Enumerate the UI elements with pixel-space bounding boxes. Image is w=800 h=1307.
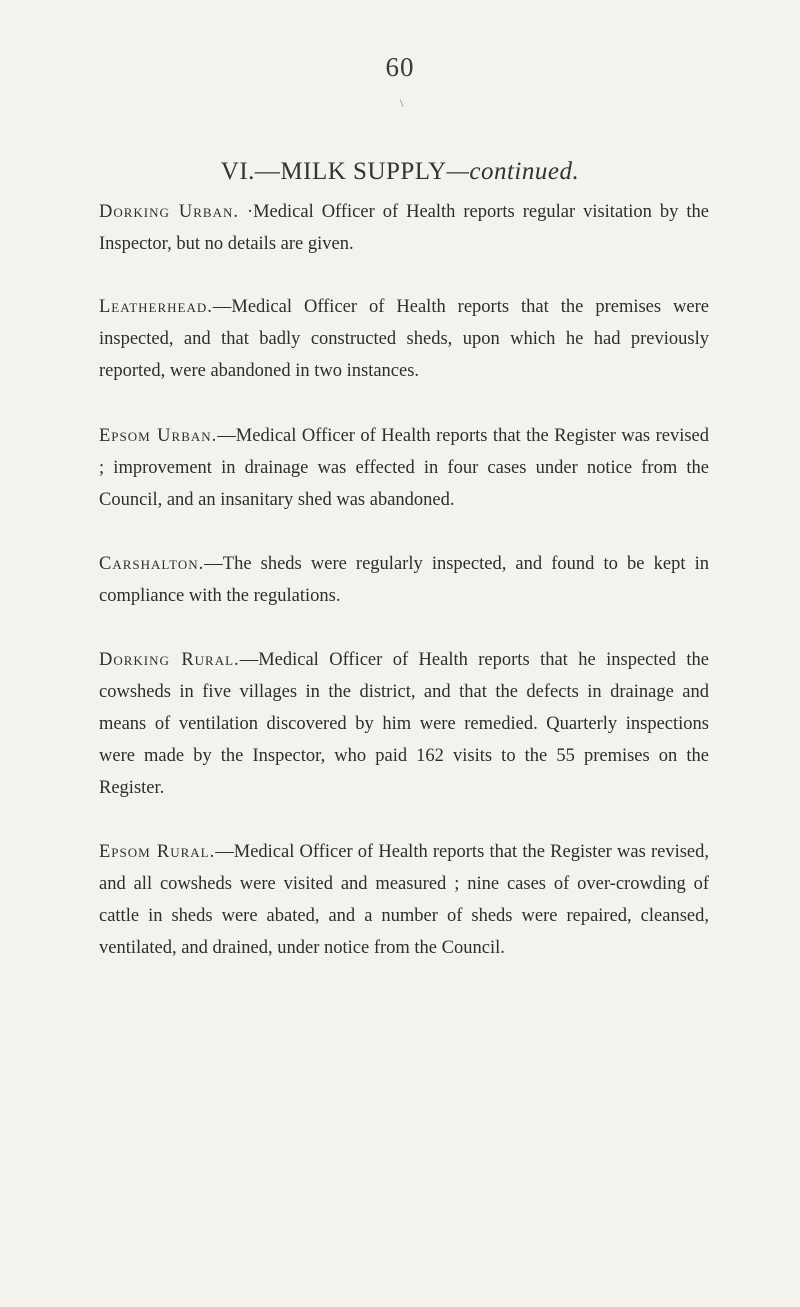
district-name: Epsom Rural. [99,842,216,862]
paragraph-leatherhead [99,291,709,387]
stray-mark: \ [400,96,404,110]
district-name: Dorking Urban. [99,202,239,222]
paragraph-text: —Medical Officer of Health reports that the Register was revised ; improvement in drainage was effected in four cases under notice from the Council, and an insanitary shed was abandoned. [99,426,710,510]
paragraph-text: —Medical Officer of Health reports that the Register was revised, and all cowsheds were visited and measured ; nine cases of over-crowding of cattle in sheds were abated, and a number of sheds were repaired, cleansed, ventilated, and drained, under notice from the Council. [99,842,709,958]
district-name: Carshalton. [99,554,205,574]
section-heading [0,158,800,186]
paragraph-dorking-urban [99,196,709,260]
paragraph-text: —The sheds were regularly inspected, and found to be kept in compliance with the regulations. [99,554,709,606]
district-name: Epsom Urban. [99,426,218,446]
page-number: 60 [385,52,415,82]
paragraph-epsom-rural [99,836,709,964]
paragraph-text: ·Medical Officer of Health reports regular visitation by the Inspector, but no details are given. [99,202,709,254]
district-name: Leatherhead. [99,297,213,317]
paragraph-text: —Medical Officer of Health reports that the premises were inspected, and that badly constructed sheds, upon which he had previously reported, were abandoned in two instances. [99,297,709,381]
paragraph-dorking-rural [99,644,709,804]
paragraph-epsom-urban [99,420,709,516]
paragraph-text: —Medical Officer of Health reports that he inspected the cowsheds in five villages in the district, and that the defects in drainage and means of ventilation discovered by him were remedied. Quarterly inspections were made by the Inspector, who paid 162 visits to the 55 premises on the Register. [99,650,709,798]
district-name: Dorking Rural. [99,650,240,670]
heading-main: VI.—MILK SUPPLY [220,158,447,185]
heading-continued: —continued. [446,158,580,185]
paragraph-carshalton [99,548,709,612]
